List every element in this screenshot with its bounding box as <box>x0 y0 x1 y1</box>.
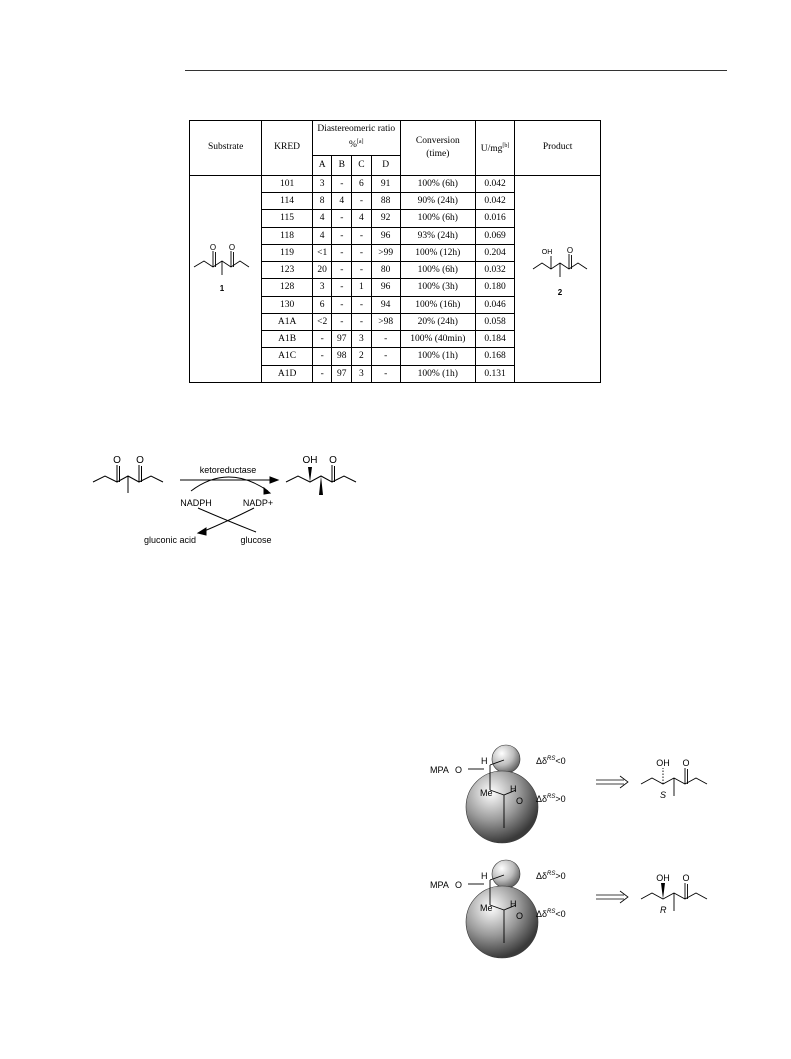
scheme-substrate-o2: O <box>136 455 144 466</box>
conversion-cell: 100% (6h) <box>400 210 475 227</box>
ratio-d-cell: >99 <box>371 244 400 261</box>
ratio-a-cell: 8 <box>312 193 332 210</box>
activity-cell: 0.032 <box>475 262 514 279</box>
header-diastereomeric-ratio <box>312 121 400 156</box>
model-s-delta-top: $\Delta\delta^{RS}<0$ <box>536 756 566 766</box>
ratio-b-cell: 97 <box>332 365 352 382</box>
model-r-product-oh: OH <box>656 873 670 883</box>
model-r-o2: O <box>516 911 524 921</box>
activity-title: U/mg <box>480 143 503 154</box>
activity-cell: 0.180 <box>475 279 514 296</box>
kred-cell: 114 <box>262 193 313 210</box>
dr-footnote: [a] <box>356 139 364 146</box>
mosher-models <box>420 738 720 963</box>
kred-cell: 128 <box>262 279 313 296</box>
model-r-h2: H <box>510 899 517 909</box>
header-product: Product <box>515 121 601 176</box>
conversion-cell: 100% (1h) <box>400 348 475 365</box>
product-oh: OH <box>541 249 553 256</box>
kred-cell: 130 <box>262 296 313 313</box>
ratio-b-cell: - <box>332 296 352 313</box>
kred-cell: 101 <box>262 175 313 192</box>
ratio-c-cell: 6 <box>352 175 372 192</box>
product-me-wedge <box>319 476 323 495</box>
model-r-h1: H <box>481 871 488 881</box>
activity-cell: 0.184 <box>475 331 514 348</box>
scheme-nadp: NADP+ <box>242 498 274 508</box>
model-s-delta-bottom: $\Delta\delta^{RS}>0$ <box>536 794 566 804</box>
ratio-d-cell: 91 <box>371 175 400 192</box>
model-r-product-o: O <box>682 873 690 883</box>
activity-cell: 0.069 <box>475 227 514 244</box>
header-activity <box>475 121 514 176</box>
ratio-a-cell: - <box>312 348 332 365</box>
model-r-config: R <box>660 905 667 915</box>
model-s-mpa: MPA <box>430 765 449 775</box>
conversion-cell: 100% (6h) <box>400 175 475 192</box>
ratio-b-cell: 98 <box>332 348 352 365</box>
conversion-title: Conversion <box>415 135 460 146</box>
product-o: O <box>566 246 574 255</box>
scheme-glucose: glucose <box>240 535 272 545</box>
mosher-model-r <box>430 860 707 958</box>
activity-cell: 0.046 <box>475 296 514 313</box>
substrate-label: 1 <box>219 284 225 293</box>
ratio-d-cell: 88 <box>371 193 400 210</box>
model-r-o: O <box>455 880 463 890</box>
ratio-a-cell: <2 <box>312 313 332 330</box>
ratio-c-cell: 4 <box>352 210 372 227</box>
conversion-cell: 100% (40min) <box>400 331 475 348</box>
model-r-me: Me <box>480 903 493 913</box>
ratio-b-cell: - <box>332 227 352 244</box>
header-b: B <box>332 155 352 175</box>
kred-cell: A1C <box>262 348 313 365</box>
activity-cell: 0.016 <box>475 210 514 227</box>
ratio-d-cell: 92 <box>371 210 400 227</box>
ratio-c-cell: - <box>352 244 372 261</box>
activity-cell: 0.131 <box>475 365 514 382</box>
ratio-b-cell: 97 <box>332 331 352 348</box>
activity-cell: 0.204 <box>475 244 514 261</box>
model-r-mpa: MPA <box>430 880 449 890</box>
conversion-cell: 100% (3h) <box>400 279 475 296</box>
ratio-c-cell: - <box>352 262 372 279</box>
substrate-o-right: O <box>228 243 236 252</box>
conversion-cell: 20% (24h) <box>400 313 475 330</box>
reaction-scheme <box>88 455 368 550</box>
substrate-structure <box>189 174 259 383</box>
scheme-product-oh: OH <box>302 455 318 466</box>
conversion-cell: 90% (24h) <box>400 193 475 210</box>
ratio-d-cell: - <box>371 365 400 382</box>
scheme-enzyme: ketoreductase <box>199 465 257 475</box>
ratio-b-cell: - <box>332 175 352 192</box>
conversion-subtitle: (time) <box>426 148 450 159</box>
model-s-config: S <box>660 790 667 800</box>
kred-cell: A1D <box>262 365 313 382</box>
header-rule <box>185 70 727 71</box>
header-c: C <box>352 155 372 175</box>
kred-cell: A1B <box>262 331 313 348</box>
ratio-d-cell: 96 <box>371 227 400 244</box>
ratio-c-cell: - <box>352 296 372 313</box>
conversion-cell: 100% (6h) <box>400 262 475 279</box>
ratio-a-cell: 6 <box>312 296 332 313</box>
kred-cell: A1A <box>262 313 313 330</box>
ratio-b-cell: - <box>332 262 352 279</box>
activity-cell: 0.058 <box>475 313 514 330</box>
ratio-b-cell: 4 <box>332 193 352 210</box>
header-conversion <box>400 121 475 176</box>
ratio-d-cell: 80 <box>371 262 400 279</box>
conversion-cell: 100% (12h) <box>400 244 475 261</box>
product-label: 2 <box>557 288 563 297</box>
model-s-o2: O <box>516 796 524 806</box>
ratio-c-cell: - <box>352 313 372 330</box>
header-a: A <box>312 155 332 175</box>
activity-footnote: [b] <box>502 142 510 149</box>
scheme-substrate-o1: O <box>113 455 121 466</box>
ratio-a-cell: <1 <box>312 244 332 261</box>
ratio-b-cell: - <box>332 313 352 330</box>
mosher-model-s <box>430 745 707 843</box>
activity-cell: 0.168 <box>475 348 514 365</box>
product-oh-wedge <box>308 467 312 482</box>
scheme-nadph: NADPH <box>180 498 212 508</box>
header-substrate: Substrate <box>190 121 262 176</box>
ratio-c-cell: 2 <box>352 348 372 365</box>
ratio-b-cell: - <box>332 279 352 296</box>
ratio-a-cell: 3 <box>312 279 332 296</box>
ratio-a-cell: - <box>312 331 332 348</box>
model-s-h1: H <box>481 756 488 766</box>
ratio-d-cell: 94 <box>371 296 400 313</box>
dr-unit-line <box>313 136 400 152</box>
model-s-product-o: O <box>682 758 690 768</box>
ratio-b-cell: - <box>332 210 352 227</box>
model-s-h2: H <box>510 784 517 794</box>
model-s-o: O <box>455 765 463 775</box>
substrate-chain <box>194 261 249 267</box>
model-s-me: Me <box>480 788 493 798</box>
kred-cell: 119 <box>262 244 313 261</box>
ratio-d-cell: >98 <box>371 313 400 330</box>
ratio-a-cell: - <box>312 365 332 382</box>
substrate-o-left: O <box>209 243 217 252</box>
ratio-c-cell: - <box>352 193 372 210</box>
ratio-d-cell: - <box>371 331 400 348</box>
ratio-c-cell: 3 <box>352 365 372 382</box>
kred-cell: 118 <box>262 227 313 244</box>
conversion-cell: 100% (16h) <box>400 296 475 313</box>
ratio-c-cell: 1 <box>352 279 372 296</box>
model-r-delta-top: $\Delta\delta^{RS}>0$ <box>536 871 566 881</box>
ratio-d-cell: 96 <box>371 279 400 296</box>
header-d: D <box>371 155 400 175</box>
activity-cell: 0.042 <box>475 193 514 210</box>
model-r-delta-bottom: $\Delta\delta^{RS}<0$ <box>536 909 566 919</box>
ratio-a-cell: 20 <box>312 262 332 279</box>
kred-cell: 115 <box>262 210 313 227</box>
ratio-b-cell: - <box>332 244 352 261</box>
conversion-cell: 100% (1h) <box>400 365 475 382</box>
header-kred: KRED <box>262 121 313 176</box>
ratio-c-cell: 3 <box>352 331 372 348</box>
ratio-a-cell: 4 <box>312 210 332 227</box>
ratio-a-cell: 3 <box>312 175 332 192</box>
ratio-c-cell: - <box>352 227 372 244</box>
dr-title: Diastereomeric ratio <box>317 124 396 135</box>
model-s-product-oh: OH <box>656 758 670 768</box>
dr-unit: % <box>348 140 357 151</box>
conversion-cell: 93% (24h) <box>400 227 475 244</box>
scheme-product-o: O <box>329 455 337 466</box>
kred-cell: 123 <box>262 262 313 279</box>
product-structure <box>519 174 601 383</box>
scheme-gluconic-acid: gluconic acid <box>143 535 197 545</box>
activity-cell: 0.042 <box>475 175 514 192</box>
ratio-a-cell: 4 <box>312 227 332 244</box>
ratio-d-cell: - <box>371 348 400 365</box>
